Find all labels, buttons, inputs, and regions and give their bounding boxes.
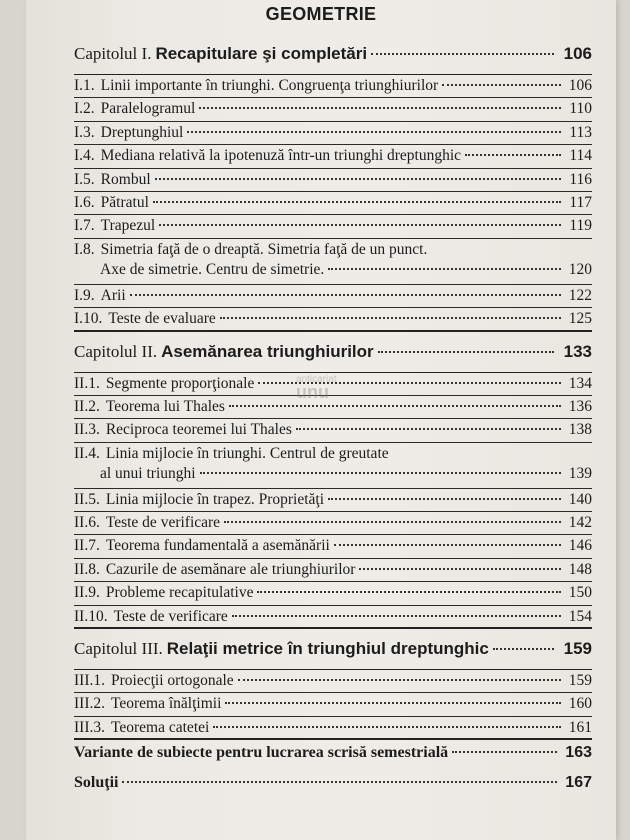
entry-title: Proiecţii ortogonale bbox=[111, 672, 234, 690]
chapter-1 bbox=[74, 42, 592, 332]
dot-leader bbox=[229, 405, 561, 407]
dot-leader bbox=[493, 648, 554, 650]
entry-title: Teorema fundamentală a asemănării bbox=[105, 537, 330, 555]
dot-leader bbox=[442, 84, 561, 86]
entry-page: 159 bbox=[568, 672, 592, 690]
entry-title: Paralelogramul bbox=[100, 100, 196, 118]
entry-page: 122 bbox=[568, 286, 592, 304]
dot-leader bbox=[257, 591, 560, 593]
entry-title: Teste de verificare bbox=[105, 514, 221, 532]
entry-number: I.7. bbox=[74, 217, 95, 235]
entry-page: 114 bbox=[569, 147, 592, 165]
dot-leader bbox=[213, 726, 560, 728]
entry-number: I.2. bbox=[74, 100, 95, 118]
final-entry-title: Soluţii bbox=[74, 774, 119, 792]
dot-leader bbox=[238, 679, 561, 681]
entry-page: 139 bbox=[568, 464, 592, 482]
toc-entry[interactable] bbox=[74, 693, 592, 716]
toc-entry[interactable] bbox=[74, 396, 592, 419]
chapter-heading[interactable] bbox=[74, 637, 592, 669]
dot-leader bbox=[328, 268, 560, 270]
entry-title: Teste de verificare bbox=[113, 607, 228, 625]
entry-number: III.3. bbox=[74, 718, 105, 736]
dot-leader bbox=[371, 53, 554, 55]
entry-page: 120 bbox=[568, 260, 592, 278]
entry-number: I.4. bbox=[74, 147, 95, 165]
chapter-heading[interactable] bbox=[74, 42, 592, 74]
dot-leader bbox=[232, 615, 561, 617]
entry-page: 106 bbox=[568, 77, 592, 94]
entry-number: II.3. bbox=[74, 421, 100, 439]
entry-page: 119 bbox=[569, 217, 592, 235]
toc-entry[interactable] bbox=[74, 145, 592, 168]
entry-number: I.6. bbox=[74, 193, 95, 211]
chapter-title: Asemănarea triunghiurilor bbox=[161, 341, 374, 361]
entry-title: Cazurile de asemănare ale triunghiurilor bbox=[105, 560, 356, 578]
final-entry-title: Variante de subiecte pentru lucrarea scrisă semestrială bbox=[74, 744, 449, 762]
entry-number: II.1. bbox=[74, 374, 100, 392]
entry-title: Teorema înălţimii bbox=[111, 695, 222, 713]
entry-page: 116 bbox=[569, 170, 592, 188]
chapter-title: Relaţii metrice în triunghiul dreptunghic bbox=[166, 639, 489, 659]
entry-page: 134 bbox=[568, 374, 592, 392]
entry-number: II.8. bbox=[74, 560, 100, 578]
entry-page: 142 bbox=[568, 514, 592, 532]
entry-page: 117 bbox=[569, 193, 592, 211]
entry-title: Reciproca teoremei lui Thales bbox=[105, 421, 292, 439]
entry-page: 125 bbox=[568, 310, 592, 328]
entry-number: I.3. bbox=[74, 123, 95, 141]
toc-final-entry[interactable] bbox=[74, 740, 592, 770]
chapter-page: 106 bbox=[563, 44, 592, 63]
entry-page: 110 bbox=[569, 100, 592, 118]
entry-title-cont: al unui triunghi bbox=[100, 464, 196, 482]
entry-title: Simetria faţă de o dreaptă. Simetria faţă de un punct. bbox=[100, 240, 428, 258]
toc-entry[interactable] bbox=[74, 606, 592, 629]
toc-entry[interactable] bbox=[74, 122, 592, 145]
chapter-prefix: Capitolul I. bbox=[74, 44, 152, 63]
dot-leader bbox=[334, 544, 561, 546]
toc-entry[interactable] bbox=[74, 192, 592, 215]
toc-entry[interactable] bbox=[74, 308, 592, 331]
chapter-prefix: Capitolul III. bbox=[74, 639, 163, 659]
toc-entry[interactable] bbox=[74, 717, 592, 740]
dot-leader bbox=[465, 154, 561, 156]
entry-page: 160 bbox=[568, 695, 592, 713]
entry-number: II.9. bbox=[74, 584, 100, 602]
entry-title: Pătratul bbox=[100, 193, 149, 211]
entry-title: Teorema lui Thales bbox=[105, 397, 225, 415]
dot-leader bbox=[220, 317, 561, 319]
entry-number: I.9. bbox=[74, 286, 95, 304]
chapter-prefix: Capitolul II. bbox=[74, 341, 158, 361]
dot-leader bbox=[155, 178, 562, 180]
dot-leader bbox=[159, 224, 561, 226]
entry-page: 136 bbox=[568, 397, 592, 415]
toc-entry[interactable] bbox=[74, 98, 592, 121]
chapter-title: Recapitulare şi completări bbox=[155, 44, 368, 63]
entry-number: I.1. bbox=[74, 77, 95, 94]
dot-leader bbox=[224, 521, 561, 523]
table-of-contents bbox=[74, 42, 592, 800]
toc-entry[interactable] bbox=[74, 535, 592, 558]
entry-title: Linia mijlocie în trapez. Proprietăţi bbox=[105, 490, 325, 508]
dot-leader bbox=[452, 751, 557, 753]
dot-leader bbox=[200, 472, 561, 474]
entry-page: 113 bbox=[569, 123, 592, 141]
chapter-heading[interactable] bbox=[74, 340, 592, 372]
toc-entry[interactable] bbox=[74, 75, 592, 98]
entry-page: 148 bbox=[568, 560, 592, 578]
dot-leader bbox=[130, 294, 561, 296]
entry-number: I.5. bbox=[74, 170, 95, 188]
final-entry-page: 163 bbox=[565, 744, 592, 762]
entry-title: Linia mijlocie în triunghi. Centrul de greutate bbox=[105, 444, 389, 462]
toc-entry[interactable] bbox=[74, 512, 592, 535]
entry-title: Trapezul bbox=[100, 217, 156, 235]
entry-title: Teste de evaluare bbox=[108, 310, 216, 328]
dot-leader bbox=[199, 107, 561, 109]
toc-entry[interactable] bbox=[74, 559, 592, 582]
entry-number: I.8. bbox=[74, 240, 95, 258]
entry-number: II.4. bbox=[74, 444, 100, 462]
toc-final-entry[interactable] bbox=[74, 770, 592, 800]
toc-entry[interactable] bbox=[74, 443, 592, 489]
entry-title: Rombul bbox=[100, 170, 151, 188]
toc-entry[interactable] bbox=[74, 419, 592, 442]
dot-leader bbox=[378, 351, 554, 353]
chapter-3 bbox=[74, 637, 592, 740]
entry-title: Dreptunghiul bbox=[100, 123, 184, 141]
dot-leader bbox=[187, 131, 561, 133]
entry-number: II.2. bbox=[74, 397, 100, 415]
page-title: GEOMETRIE bbox=[265, 4, 377, 24]
toc-entry[interactable] bbox=[74, 582, 592, 605]
entry-number: II.5. bbox=[74, 490, 100, 508]
entry-page: 138 bbox=[568, 421, 592, 439]
dot-leader bbox=[359, 568, 560, 570]
entry-page: 150 bbox=[568, 584, 592, 602]
watermark-line2: unu bbox=[296, 382, 329, 402]
toc-entry[interactable] bbox=[74, 215, 592, 238]
entry-number: II.10. bbox=[74, 607, 108, 625]
entry-title: Teorema catetei bbox=[111, 718, 210, 736]
entry-number: II.6. bbox=[74, 514, 100, 532]
entry-number: I.10. bbox=[74, 310, 103, 328]
chapter-page: 159 bbox=[563, 639, 592, 659]
chapter-page: 133 bbox=[563, 341, 592, 361]
entry-page: 146 bbox=[568, 537, 592, 555]
book-page bbox=[26, 0, 616, 840]
entry-page: 161 bbox=[568, 718, 592, 736]
entry-title-cont: Axe de simetrie. Centru de simetrie. bbox=[100, 260, 325, 278]
entry-number: III.2. bbox=[74, 695, 105, 713]
entry-title: Linii importante în triunghi. Congruenţa triunghiurilor bbox=[100, 77, 439, 94]
toc-entry[interactable] bbox=[74, 285, 592, 308]
entry-page: 140 bbox=[568, 490, 592, 508]
entry-number: II.7. bbox=[74, 537, 100, 555]
entry-title: Probleme recapitulative bbox=[105, 584, 254, 602]
watermark-line1: anticariat bbox=[296, 374, 337, 385]
entry-number: III.1. bbox=[74, 672, 105, 690]
watermark bbox=[296, 374, 337, 402]
toc-entry[interactable] bbox=[74, 670, 592, 693]
dot-leader bbox=[296, 428, 561, 430]
dot-leader bbox=[153, 201, 561, 203]
entry-title: Arii bbox=[100, 286, 126, 304]
entry-title: Segmente proporţionale bbox=[105, 374, 255, 392]
dot-leader bbox=[225, 702, 560, 704]
final-entry-page: 167 bbox=[565, 774, 592, 792]
toc-entry[interactable] bbox=[74, 169, 592, 192]
entry-title: Mediana relativă la ipotenuză într-un triunghi dreptunghic bbox=[100, 147, 462, 165]
toc-entry[interactable] bbox=[74, 239, 592, 285]
dot-leader bbox=[328, 498, 561, 500]
entry-page: 154 bbox=[568, 607, 592, 625]
toc-entry[interactable] bbox=[74, 489, 592, 512]
dot-leader bbox=[122, 781, 557, 783]
